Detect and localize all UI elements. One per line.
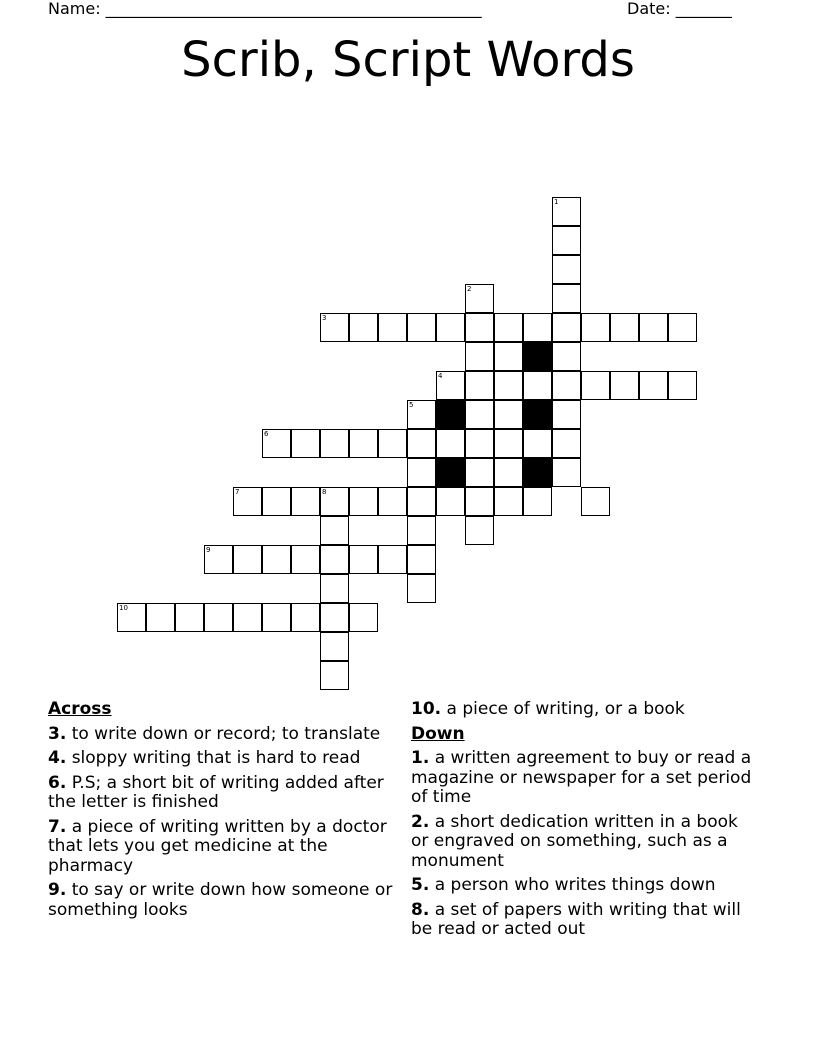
clues-left-column (48, 700, 393, 925)
crossword-cell[interactable] (320, 429, 349, 458)
crossword-cell[interactable] (349, 487, 378, 516)
crossword-cell[interactable] (378, 313, 407, 342)
crossword-cell[interactable] (552, 400, 581, 429)
crossword-cell[interactable] (523, 313, 552, 342)
crossword-cell[interactable] (378, 545, 407, 574)
crossword-cell[interactable] (668, 313, 697, 342)
crossword-cell[interactable] (233, 545, 262, 574)
crossword-cell[interactable] (465, 458, 494, 487)
across-heading: Across (48, 699, 112, 719)
crossword-cell[interactable] (407, 545, 436, 574)
clue-down-1 (411, 749, 756, 808)
crossword-cell[interactable] (581, 371, 610, 400)
crossword-cell[interactable] (523, 487, 552, 516)
clue-text: a person who writes things down (434, 875, 716, 895)
crossword-cell[interactable] (552, 371, 581, 400)
crossword-cell[interactable] (407, 516, 436, 545)
clue-across-7 (48, 818, 393, 877)
crossword-cell[interactable] (204, 603, 233, 632)
crossword-cell[interactable] (465, 342, 494, 371)
clue-across-3 (48, 725, 393, 745)
crossword-cell[interactable] (407, 487, 436, 516)
crossword-cell[interactable] (291, 429, 320, 458)
crossword-cell[interactable] (552, 429, 581, 458)
cell-number: 8 (322, 488, 327, 496)
clue-text: P.S; a short bit of writing added after the letter is finished (48, 772, 384, 812)
clue-across-4 (48, 749, 393, 769)
crossword-cell[interactable] (494, 371, 523, 400)
crossword-cell[interactable] (494, 313, 523, 342)
crossword-cell[interactable] (465, 284, 494, 313)
crossword-cell[interactable] (320, 516, 349, 545)
crossword-cell[interactable] (465, 429, 494, 458)
crossword-cell[interactable] (494, 458, 523, 487)
black-square (523, 458, 552, 487)
cell-number: 10 (119, 604, 128, 612)
cell-number: 3 (322, 314, 327, 322)
crossword-cell[interactable] (436, 487, 465, 516)
clue-across-6 (48, 774, 393, 813)
crossword-cell[interactable] (320, 574, 349, 603)
crossword-cell[interactable] (581, 313, 610, 342)
cell-number: 5 (409, 401, 414, 409)
clue-text: to say or write down how someone or something looks (48, 880, 393, 920)
black-square (436, 400, 465, 429)
crossword-cell[interactable] (262, 603, 291, 632)
crossword-cell[interactable] (436, 313, 465, 342)
crossword-cell[interactable] (465, 313, 494, 342)
crossword-cell[interactable] (465, 516, 494, 545)
crossword-cell[interactable] (117, 603, 146, 632)
cell-number: 4 (438, 372, 443, 380)
clue-text: to write down or record; to translate (71, 723, 381, 744)
crossword-cell[interactable] (291, 545, 320, 574)
crossword-cell[interactable] (349, 603, 378, 632)
clue-down-8 (411, 901, 756, 940)
clue-text: a short dedication written in a book or engraved on something, such as a monument (411, 811, 738, 871)
crossword-cell[interactable] (262, 545, 291, 574)
clue-number: 7. (48, 816, 67, 837)
clue-text: a piece of writing written by a doctor that lets you get medicine at the pharmacy (48, 816, 387, 876)
crossword-cell[interactable] (436, 429, 465, 458)
crossword-cell[interactable] (552, 313, 581, 342)
clue-number: 5. (411, 875, 430, 895)
crossword-cell[interactable] (407, 313, 436, 342)
crossword-cell[interactable] (320, 632, 349, 661)
crossword-cell[interactable] (262, 429, 291, 458)
clue-number: 3. (48, 723, 67, 744)
crossword-cell[interactable] (668, 371, 697, 400)
date-field-line: Date: _______ (627, 0, 732, 18)
crossword-cell[interactable] (378, 487, 407, 516)
clue-number: 2. (411, 811, 430, 832)
crossword-cell[interactable] (204, 545, 233, 574)
clue-down-5 (411, 876, 756, 896)
clue-text: a written agreement to buy or read a magazine or newspaper for a set period of time (411, 748, 752, 807)
black-square (436, 458, 465, 487)
crossword-cell[interactable] (494, 400, 523, 429)
crossword-cell[interactable] (407, 400, 436, 429)
crossword-cell[interactable] (552, 255, 581, 284)
down-heading: Down (411, 723, 465, 744)
cell-number: 7 (235, 488, 240, 496)
clue-number: 6. (48, 772, 67, 793)
crossword-cell[interactable] (639, 371, 668, 400)
crossword-cell[interactable] (291, 603, 320, 632)
crossword-cell[interactable] (349, 313, 378, 342)
crossword-cell[interactable] (610, 313, 639, 342)
crossword-cell[interactable] (233, 603, 262, 632)
clue-number: 8. (411, 899, 430, 920)
clue-number: 1. (411, 748, 430, 768)
crossword-cell[interactable] (407, 458, 436, 487)
crossword-cell[interactable] (320, 545, 349, 574)
crossword-cell[interactable] (262, 487, 291, 516)
clue-across-10 (411, 700, 756, 720)
clue-down-2 (411, 813, 756, 872)
crossword-cell[interactable] (552, 458, 581, 487)
clue-number: 10. (411, 699, 442, 719)
clue-number: 9. (48, 880, 67, 900)
crossword-cell[interactable] (494, 429, 523, 458)
clues-right-column (411, 700, 756, 945)
clue-number: 4. (48, 748, 67, 768)
crossword-cell[interactable] (146, 603, 175, 632)
crossword-cell[interactable] (320, 487, 349, 516)
page-title: Scrib, Script Words (181, 32, 635, 88)
black-square (523, 400, 552, 429)
crossword-cell[interactable] (349, 429, 378, 458)
crossword-cell[interactable] (552, 197, 581, 226)
cell-number: 2 (467, 285, 472, 293)
crossword-cell[interactable] (233, 487, 262, 516)
clue-text: a set of papers with writing that will be read or acted out (411, 899, 741, 939)
crossword-cell[interactable] (436, 371, 465, 400)
crossword-cell[interactable] (407, 574, 436, 603)
crossword-cell[interactable] (465, 487, 494, 516)
crossword-cell[interactable] (494, 487, 523, 516)
crossword-cell[interactable] (552, 342, 581, 371)
name-field-line: Name: _______________________________________________ (48, 0, 482, 18)
black-square (523, 342, 552, 371)
crossword-cell[interactable] (523, 371, 552, 400)
crossword-cell[interactable] (320, 661, 349, 690)
crossword-cell[interactable] (610, 371, 639, 400)
crossword-cell[interactable] (349, 545, 378, 574)
crossword-cell[interactable] (581, 487, 610, 516)
crossword-cell[interactable] (494, 342, 523, 371)
crossword-cell[interactable] (465, 400, 494, 429)
crossword-cell[interactable] (523, 429, 552, 458)
crossword-cell[interactable] (407, 429, 436, 458)
clue-across-9 (48, 881, 393, 920)
cell-number: 6 (264, 430, 269, 438)
cell-number: 9 (206, 546, 211, 554)
crossword-cell[interactable] (552, 284, 581, 313)
clue-text: sloppy writing that is hard to read (71, 748, 361, 768)
crossword-cell[interactable] (320, 313, 349, 342)
crossword-cell[interactable] (320, 603, 349, 632)
clue-text: a piece of writing, or a book (446, 699, 685, 719)
crossword-cell[interactable] (291, 487, 320, 516)
crossword-cell[interactable] (552, 226, 581, 255)
cell-number: 1 (554, 198, 559, 206)
crossword-cell[interactable] (639, 313, 668, 342)
crossword-cell[interactable] (378, 429, 407, 458)
crossword-cell[interactable] (175, 603, 204, 632)
crossword-cell[interactable] (465, 371, 494, 400)
